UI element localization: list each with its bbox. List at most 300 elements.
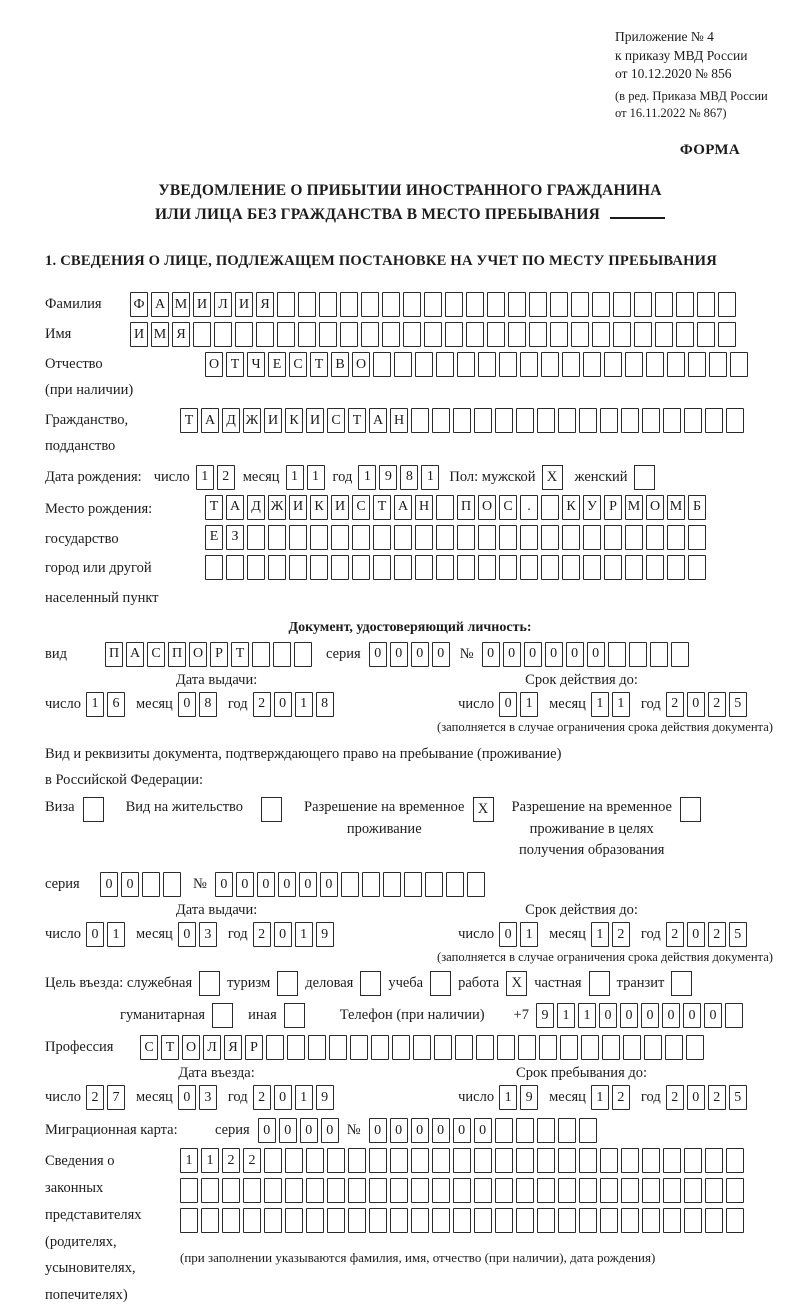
entry-year-cells — [253, 1085, 334, 1110]
char-cell: 0 — [320, 872, 338, 897]
char-cell — [655, 292, 673, 317]
char-cell — [621, 1208, 639, 1233]
permit-issue-day-cells — [86, 922, 125, 947]
char-cell: М — [625, 495, 643, 520]
char-cell: А — [394, 495, 412, 520]
edition-line: от 16.11.2022 № 867) — [615, 106, 727, 121]
char-cell — [726, 1148, 744, 1173]
char-cell — [642, 408, 660, 433]
char-cell — [726, 1208, 744, 1233]
char-cell: О — [352, 352, 370, 377]
char-cell — [604, 555, 622, 580]
char-cell — [646, 352, 664, 377]
char-cell: Ф — [130, 292, 148, 317]
char-cell: 0 — [687, 922, 705, 947]
identity-doc-header: Документ, удостоверяющий личность: — [288, 619, 532, 635]
char-cell — [623, 1035, 641, 1060]
char-cell: Ж — [243, 408, 261, 433]
title-line1: УВЕДОМЛЕНИЕ О ПРИБЫТИИ ИНОСТРАННОГО ГРАЖДАНИНА — [158, 182, 662, 200]
char-cell: 2 — [708, 1085, 726, 1110]
char-cell: 1 — [591, 922, 609, 947]
char-cell — [508, 292, 526, 317]
char-cell: Т — [231, 642, 249, 667]
char-cell: 0 — [499, 922, 517, 947]
char-cell: 0 — [299, 872, 317, 897]
char-cell: 0 — [687, 1085, 705, 1110]
char-cell — [264, 1178, 282, 1203]
char-cell: Т — [180, 408, 198, 433]
representatives-cells — [180, 1148, 744, 1266]
mig-series-label: серия — [215, 1122, 250, 1139]
char-cell — [655, 322, 673, 347]
char-cell — [688, 555, 706, 580]
char-cell: Т — [205, 495, 223, 520]
char-cell: А — [369, 408, 387, 433]
char-cell — [256, 322, 274, 347]
phone-label: Телефон (при наличии) — [339, 1007, 485, 1024]
profession-label: Профессия — [45, 1039, 114, 1056]
char-cell: Р — [604, 495, 622, 520]
private-checkbox — [589, 971, 610, 996]
char-cell: 0 — [545, 642, 563, 667]
char-cell — [520, 352, 538, 377]
char-cell: 1 — [421, 465, 439, 490]
char-cell — [516, 1208, 534, 1233]
char-cell — [642, 1208, 660, 1233]
char-cell: Т — [348, 408, 366, 433]
char-cell — [474, 1208, 492, 1233]
char-cell — [495, 1118, 513, 1143]
char-cell — [287, 1035, 305, 1060]
doc-valid-month-cells — [591, 692, 630, 717]
char-cell — [222, 1178, 240, 1203]
char-cell: 0 — [178, 1085, 196, 1110]
char-cell — [298, 322, 316, 347]
char-cell — [602, 1035, 620, 1060]
surname-cells — [130, 292, 736, 317]
stay-day-cells — [499, 1085, 538, 1110]
char-cell — [453, 1178, 471, 1203]
char-cell — [705, 1208, 723, 1233]
char-cell: 0 — [121, 872, 139, 897]
char-cell — [718, 322, 736, 347]
char-cell — [340, 292, 358, 317]
char-cell — [476, 1035, 494, 1060]
char-cell: 0 — [390, 642, 408, 667]
char-cell: П — [168, 642, 186, 667]
char-cell: 0 — [453, 1118, 471, 1143]
char-cell — [634, 292, 652, 317]
char-cell — [436, 352, 454, 377]
char-cell: С — [499, 495, 517, 520]
purpose-row1: Цель въезда: служебная туризм деловая учеба работа X частная транзит — [45, 971, 775, 996]
char-cell — [294, 642, 312, 667]
char-cell — [625, 555, 643, 580]
char-cell: 5 — [729, 692, 747, 717]
char-cell: 1 — [591, 1085, 609, 1110]
stay-until-header: Срок пребывания до: — [516, 1065, 648, 1082]
char-cell — [424, 322, 442, 347]
char-cell: 0 — [274, 692, 292, 717]
char-cell: М — [151, 322, 169, 347]
appendix-note — [615, 28, 775, 122]
char-cell — [558, 1118, 576, 1143]
char-cell — [537, 408, 555, 433]
entry-day-cells — [86, 1085, 125, 1110]
char-cell: И — [331, 495, 349, 520]
surname-row — [45, 292, 775, 317]
phone-prefix: +7 — [513, 1007, 529, 1024]
char-cell: Т — [310, 352, 328, 377]
char-cell: Р — [210, 642, 228, 667]
char-cell — [537, 1148, 555, 1173]
right-doc-paragraph: Вид и реквизиты документа, подтверждающего право на пребывание (проживание) в Российской Федерации: — [45, 745, 562, 788]
char-cell — [629, 642, 647, 667]
char-cell: 0 — [566, 642, 584, 667]
char-cell: 0 — [599, 1003, 617, 1028]
char-cell: К — [310, 495, 328, 520]
char-cell: 9 — [316, 922, 334, 947]
char-cell — [684, 1208, 702, 1233]
char-cell — [277, 322, 295, 347]
char-cell — [583, 555, 601, 580]
char-cell — [446, 872, 464, 897]
char-cell: Е — [205, 525, 223, 550]
char-cell: И — [235, 292, 253, 317]
char-cell — [558, 1208, 576, 1233]
char-cell: 1 — [591, 692, 609, 717]
stay-year-cells — [666, 1085, 747, 1110]
male-checkbox: X — [542, 465, 563, 490]
char-cell: О — [478, 495, 496, 520]
char-cell — [180, 1208, 198, 1233]
char-cell — [550, 322, 568, 347]
char-cell: О — [646, 495, 664, 520]
char-cell — [579, 1118, 597, 1143]
char-cell — [163, 872, 181, 897]
char-cell — [273, 642, 291, 667]
birthplace-cells-row3 — [205, 555, 706, 580]
char-cell — [352, 525, 370, 550]
char-cell — [608, 642, 626, 667]
char-cell: 0 — [524, 642, 542, 667]
char-cell — [340, 322, 358, 347]
char-cell — [600, 1178, 618, 1203]
char-cell: 3 — [199, 1085, 217, 1110]
doc-issue-year-cells — [253, 692, 334, 717]
char-cell: О — [205, 352, 223, 377]
char-cell — [537, 1208, 555, 1233]
char-cell — [341, 872, 359, 897]
appendix-line: к приказу МВД России — [615, 47, 748, 63]
profession-row — [45, 1035, 775, 1060]
permit-series-label: серия — [45, 876, 80, 893]
char-cell — [592, 322, 610, 347]
representatives-note: (при заполнении указываются фамилия, имя, отчество (при наличии), дата рождения) — [180, 1250, 656, 1266]
char-cell: 2 — [86, 1085, 104, 1110]
char-cell: 0 — [482, 642, 500, 667]
given-name-label: Имя — [45, 326, 72, 343]
char-cell — [403, 292, 421, 317]
given-name-row — [45, 322, 775, 347]
char-cell: 0 — [432, 642, 450, 667]
char-cell — [497, 1035, 515, 1060]
other-checkbox — [284, 1003, 305, 1028]
char-cell — [621, 408, 639, 433]
birth-day-group: число 1 2 — [154, 465, 235, 490]
char-cell: С — [352, 495, 370, 520]
stay-until-half: Срок пребывания до: число 1 9 месяц 1 2 год 2 0 2 5 — [388, 1065, 775, 1110]
char-cell: Н — [415, 495, 433, 520]
entry-month-cells — [178, 1085, 217, 1110]
doc-issue-header: Дата выдачи: — [175, 671, 258, 688]
mig-series-cells — [258, 1118, 339, 1143]
char-cell — [684, 1178, 702, 1203]
char-cell: 1 — [295, 922, 313, 947]
char-cell — [663, 1148, 681, 1173]
char-cell: П — [457, 495, 475, 520]
char-cell: 0 — [215, 872, 233, 897]
doc-issue-half: Дата выдачи: число 1 6 месяц 0 8 год 2 0 1 8 — [45, 672, 388, 717]
char-cell — [415, 525, 433, 550]
char-cell: 1 — [499, 1085, 517, 1110]
char-cell — [457, 555, 475, 580]
permit-valid-year-cells — [666, 922, 747, 947]
birthplace-cells-row1 — [205, 495, 706, 520]
char-cell — [394, 352, 412, 377]
char-cell — [214, 322, 232, 347]
doc-valid-note: (заполняется в случае ограничения срока действия документа) — [437, 719, 773, 734]
char-cell — [625, 352, 643, 377]
birthplace-row — [45, 495, 775, 614]
temp-residence-label: Разрешение на временное проживание — [304, 798, 465, 837]
char-cell — [541, 525, 559, 550]
char-cell — [390, 1178, 408, 1203]
char-cell — [306, 1208, 324, 1233]
stay-month-cells — [591, 1085, 630, 1110]
char-cell — [539, 1035, 557, 1060]
char-cell: Б — [688, 495, 706, 520]
char-cell: И — [130, 322, 148, 347]
char-cell: 1 — [557, 1003, 575, 1028]
char-cell — [499, 352, 517, 377]
char-cell: 0 — [257, 872, 275, 897]
char-cell: 2 — [253, 922, 271, 947]
char-cell — [495, 408, 513, 433]
char-cell — [709, 352, 727, 377]
char-cell: 0 — [274, 1085, 292, 1110]
permit-type-row — [45, 797, 775, 862]
char-cell: Л — [214, 292, 232, 317]
char-cell — [495, 1178, 513, 1203]
char-cell: 8 — [316, 692, 334, 717]
char-cell — [558, 408, 576, 433]
work-checkbox: X — [506, 971, 527, 996]
char-cell: 1 — [358, 465, 376, 490]
mig-number-label: № — [346, 1122, 361, 1139]
char-cell — [361, 292, 379, 317]
char-cell — [467, 872, 485, 897]
char-cell — [457, 352, 475, 377]
char-cell — [289, 525, 307, 550]
char-cell — [285, 1208, 303, 1233]
char-cell — [600, 1148, 618, 1173]
char-cell — [415, 352, 433, 377]
char-cell: 0 — [279, 1118, 297, 1143]
char-cell — [667, 555, 685, 580]
char-cell — [562, 352, 580, 377]
char-cell — [487, 292, 505, 317]
representatives-cells-row3 — [180, 1208, 744, 1233]
char-cell: 2 — [708, 922, 726, 947]
profession-cells — [140, 1035, 704, 1060]
char-cell: Я — [224, 1035, 242, 1060]
business-checkbox — [360, 971, 381, 996]
female-checkbox — [634, 465, 655, 490]
char-cell — [436, 495, 454, 520]
residence-permit-item: Вид на жительство — [126, 797, 282, 822]
char-cell: Е — [268, 352, 286, 377]
char-cell: 9 — [316, 1085, 334, 1110]
char-cell — [520, 525, 538, 550]
char-cell — [390, 1148, 408, 1173]
char-cell — [411, 408, 429, 433]
char-cell: 2 — [612, 922, 630, 947]
char-cell — [277, 292, 295, 317]
char-cell — [329, 1035, 347, 1060]
char-cell: Ч — [247, 352, 265, 377]
char-cell: 0 — [178, 692, 196, 717]
char-cell — [562, 555, 580, 580]
sex-female-group: женский — [575, 465, 655, 490]
char-cell — [432, 408, 450, 433]
char-cell — [705, 1178, 723, 1203]
char-cell: О — [189, 642, 207, 667]
birthdate-row — [45, 465, 775, 490]
char-cell: Т — [161, 1035, 179, 1060]
char-cell: 9 — [536, 1003, 554, 1028]
char-cell: 2 — [666, 692, 684, 717]
char-cell: 1 — [578, 1003, 596, 1028]
permit-valid-month-cells — [591, 922, 630, 947]
char-cell: 0 — [274, 922, 292, 947]
char-cell: 0 — [503, 642, 521, 667]
char-cell — [252, 642, 270, 667]
temp-residence-edu-checkbox — [680, 797, 701, 822]
char-cell — [306, 1178, 324, 1203]
char-cell — [457, 525, 475, 550]
doc-type-label: вид — [45, 645, 67, 662]
char-cell — [193, 322, 211, 347]
char-cell — [583, 352, 601, 377]
representatives-row — [45, 1148, 775, 1309]
char-cell — [373, 525, 391, 550]
char-cell — [474, 408, 492, 433]
char-cell — [644, 1035, 662, 1060]
char-cell — [686, 1035, 704, 1060]
char-cell — [604, 352, 622, 377]
char-cell: П — [105, 642, 123, 667]
char-cell: 2 — [253, 1085, 271, 1110]
char-cell — [319, 292, 337, 317]
char-cell — [361, 322, 379, 347]
char-cell — [697, 322, 715, 347]
char-cell: 0 — [683, 1003, 701, 1028]
char-cell — [495, 1148, 513, 1173]
char-cell — [390, 1208, 408, 1233]
char-cell — [718, 292, 736, 317]
char-cell: А — [151, 292, 169, 317]
blank-underline — [610, 205, 665, 219]
char-cell: 1 — [295, 692, 313, 717]
permit-valid-note: (заполняется в случае ограничения срока действия документа) — [437, 950, 773, 965]
char-cell — [369, 1148, 387, 1173]
char-cell — [235, 322, 253, 347]
char-cell — [663, 1178, 681, 1203]
char-cell — [268, 525, 286, 550]
doc-type-cells — [105, 642, 312, 667]
given-name-cells — [130, 322, 736, 347]
char-cell — [436, 525, 454, 550]
char-cell — [529, 292, 547, 317]
char-cell: 1 — [520, 922, 538, 947]
char-cell: З — [226, 525, 244, 550]
char-cell — [243, 1178, 261, 1203]
char-cell — [537, 1118, 555, 1143]
char-cell: Р — [245, 1035, 263, 1060]
char-cell: К — [562, 495, 580, 520]
char-cell — [403, 322, 421, 347]
char-cell — [583, 525, 601, 550]
char-cell — [621, 1148, 639, 1173]
char-cell — [529, 322, 547, 347]
title-line2: ИЛИ ЛИЦА БЕЗ ГРАЖДАНСТВА В МЕСТО ПРЕБЫВАНИЯ — [45, 203, 775, 227]
char-cell — [432, 1208, 450, 1233]
char-cell — [180, 1178, 198, 1203]
char-cell — [646, 525, 664, 550]
char-cell: 2 — [666, 1085, 684, 1110]
char-cell — [383, 872, 401, 897]
char-cell: М — [172, 292, 190, 317]
char-cell: У — [583, 495, 601, 520]
permit-valid-header: Срок действия до: — [525, 902, 638, 919]
char-cell — [516, 1178, 534, 1203]
char-cell: 6 — [107, 692, 125, 717]
doc-issue-month-cells — [178, 692, 217, 717]
char-cell — [371, 1035, 389, 1060]
char-cell — [667, 525, 685, 550]
char-cell — [697, 292, 715, 317]
patronymic-row — [45, 352, 775, 403]
char-cell — [411, 1178, 429, 1203]
char-cell — [369, 1208, 387, 1233]
representatives-cells-row2 — [180, 1178, 744, 1203]
char-cell — [424, 292, 442, 317]
char-cell: 2 — [612, 1085, 630, 1110]
char-cell — [613, 322, 631, 347]
char-cell — [310, 525, 328, 550]
char-cell: 0 — [641, 1003, 659, 1028]
char-cell: 2 — [708, 692, 726, 717]
char-cell: 7 — [107, 1085, 125, 1110]
char-cell — [226, 555, 244, 580]
char-cell — [382, 322, 400, 347]
birthplace-cells — [205, 495, 706, 580]
char-cell: 0 — [100, 872, 118, 897]
char-cell — [362, 872, 380, 897]
char-cell: И — [264, 408, 282, 433]
purpose-row2: гуманитарная иная Телефон (при наличии) +7 9 1 1 0 0 0 0 0 0 — [120, 1003, 775, 1028]
